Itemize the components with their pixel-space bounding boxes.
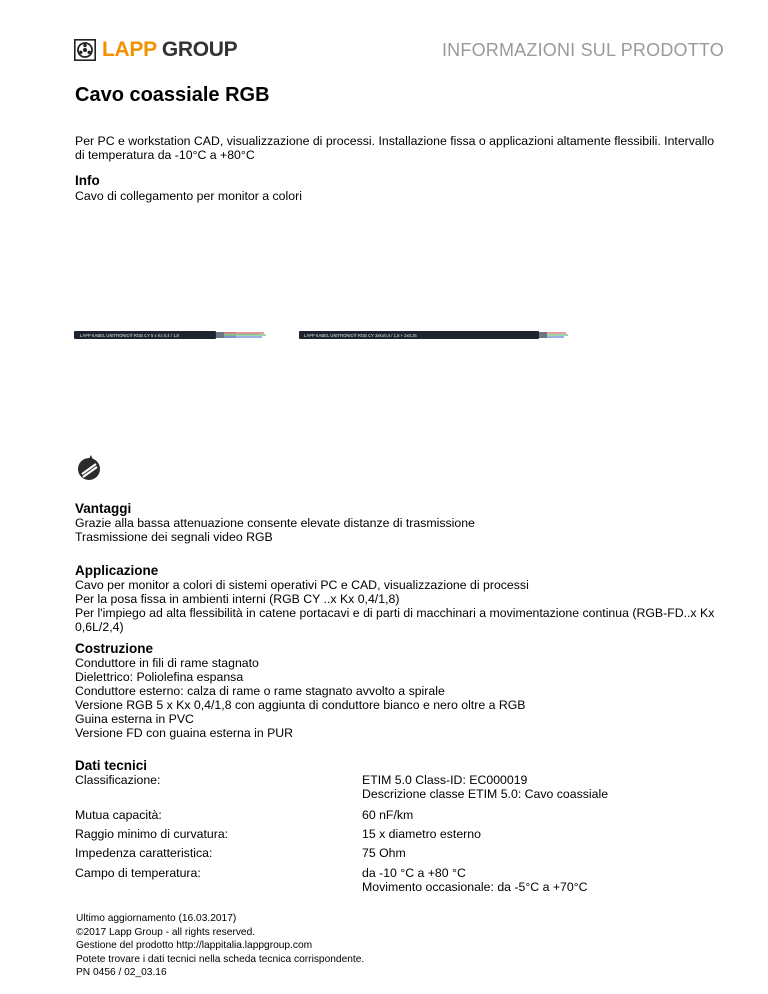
header-section-title: INFORMAZIONI SUL PRODOTTO bbox=[441, 40, 724, 60]
cable-print-right: LAPP KABEL UNITRONIC® RGB CY 3xKx0,4 / 1,8 + 2x0,25 bbox=[304, 333, 417, 338]
tech-value bbox=[362, 866, 588, 894]
tech-value-line: Movimento occasionale: da -5°C a +70°C bbox=[362, 880, 588, 894]
list-item: Versione RGB 5 x Kx 0,4/1,8 con aggiunta di conduttore bianco e nero oltre a RGB bbox=[75, 698, 526, 712]
list-item: Guina esterna in PVC bbox=[75, 712, 194, 726]
brand-secondary: GROUP bbox=[161, 38, 238, 61]
tech-value: 75 Ohm bbox=[362, 846, 406, 860]
list-item: Versione FD con guaina esterna in PUR bbox=[75, 726, 294, 740]
footer-pn: PN 0456 / 02_03.16 bbox=[76, 967, 167, 979]
footer-product-management: Gestione del prodotto http://lappitalia.lappgroup.com bbox=[76, 940, 313, 952]
cable-print-left: LAPP KABEL UNITRONIC® RGB CY 5 x Kx 0,4 / 1,8 bbox=[80, 333, 179, 338]
tech-value: 15 x diametro esterno bbox=[362, 827, 481, 841]
list-item: Trasmissione dei segnali video RGB bbox=[75, 530, 273, 544]
advantages-list bbox=[75, 516, 475, 544]
tech-value: 60 nF/km bbox=[362, 808, 414, 822]
list-item: Grazie alla bassa attenuazione consente elevate distanze di trasmissione bbox=[75, 516, 475, 530]
footer-datasheet-note: Potete trovare i dati tecnici nella scheda tecnica corrispondente. bbox=[76, 953, 365, 965]
construction-heading: Costruzione bbox=[75, 641, 154, 656]
tech-value-line: Descrizione classe ETIM 5.0: Cavo coassiale bbox=[362, 787, 609, 801]
tech-label: Campo di temperatura: bbox=[75, 866, 201, 880]
tech-label: Impedenza caratteristica: bbox=[75, 846, 213, 860]
list-item: Dielettrico: Poliolefina espansa bbox=[75, 670, 244, 684]
application-heading: Applicazione bbox=[75, 563, 159, 578]
list-item: Conduttore esterno: calza di rame o rame stagnato avvolto a spirale bbox=[75, 684, 445, 698]
tech-label: Raggio minimo di curvatura: bbox=[75, 827, 229, 841]
cable-reel-logo-icon bbox=[74, 39, 96, 61]
technical-heading: Dati tecnici bbox=[75, 758, 148, 773]
list-item: Per l'impiego ad alta flessibilità in catene portacavi e di parti di macchinari a movimentazione continua (RGB-FD..x Kx 0,6L/2,4) bbox=[75, 606, 715, 634]
footer-updated: Ultimo aggiornamento (16.03.2017) bbox=[76, 913, 237, 924]
footer-copyright: ©2017 Lapp Group - all rights reserved. bbox=[76, 926, 256, 938]
list-item: Cavo per monitor a colori di sistemi operativi PC e CAD, visualizzazione di processi bbox=[75, 578, 529, 592]
tech-value-line: da -10 °C a +80 °C bbox=[362, 866, 466, 880]
tech-label: Mutua capacità: bbox=[75, 808, 162, 822]
product-title: Cavo coassiale RGB bbox=[75, 84, 270, 106]
tech-label: Classificazione: bbox=[75, 773, 161, 787]
info-heading: Info bbox=[75, 173, 100, 188]
advantages-heading: Vantaggi bbox=[75, 501, 132, 516]
lapp-group-logo bbox=[74, 38, 237, 62]
brand-name bbox=[102, 38, 237, 62]
list-item: Per la posa fissa in ambienti interni (RGB CY ..x Kx 0,4/1,8) bbox=[75, 592, 400, 606]
application-list bbox=[75, 578, 755, 634]
list-item: Conduttore in fili di rame stagnato bbox=[75, 656, 259, 670]
brand-primary: LAPP bbox=[102, 38, 157, 61]
tech-value bbox=[362, 773, 608, 801]
flame-retardant-icon bbox=[75, 452, 103, 482]
info-text: Cavo di collegamento per monitor a colori bbox=[75, 189, 302, 203]
product-description: Per PC e workstation CAD, visualizzazione di processi. Installazione fissa o applicazioni altamente flessibili. Intervallo di temperatura da -10°C a +80°C bbox=[75, 134, 715, 162]
cable-product-image bbox=[74, 324, 730, 346]
tech-value-line: ETIM 5.0 Class-ID: EC000019 bbox=[362, 773, 528, 787]
construction-list bbox=[75, 656, 525, 740]
footer bbox=[76, 912, 364, 980]
